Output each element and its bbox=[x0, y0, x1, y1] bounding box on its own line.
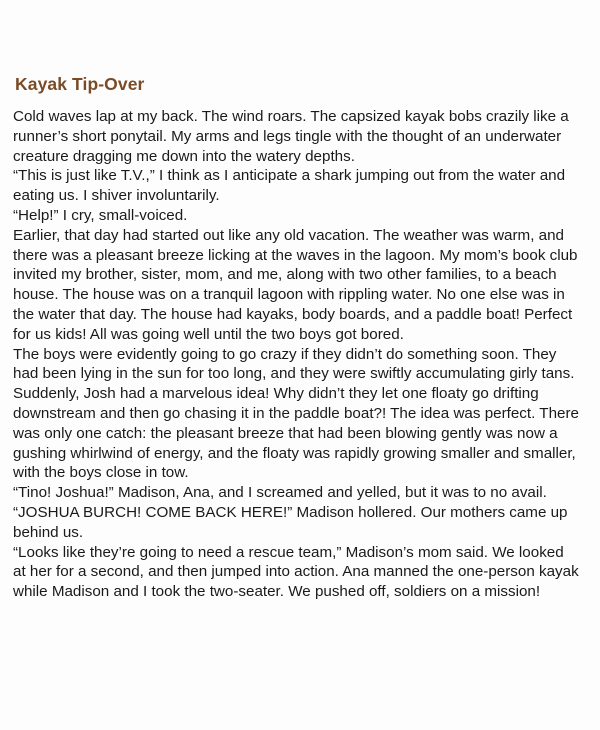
paragraph: Cold waves lap at my back. The wind roars. The capsized kayak bobs crazily like a runner’s short ponytail. My arms and legs tingle with the thought of an underwater creature dragging me down into the watery depths. bbox=[13, 108, 569, 165]
paragraph: “JOSHUA BURCH! COME BACK HERE!” Madison hollered. Our mothers came up behind us. bbox=[13, 503, 568, 541]
paragraph: “Help!” I cry, small-voiced. bbox=[13, 206, 188, 224]
paragraph: “Tino! Joshua!” Madison, Ana, and I screamed and yelled, but it was to no avail. bbox=[13, 484, 547, 502]
paragraph: “This is just like T.V.,” I think as I anticipate a shark jumping out from the water and eating us. I shiver involuntarily. bbox=[13, 167, 566, 205]
document-title: Kayak Tip-Over bbox=[15, 74, 145, 94]
paragraph: The boys were evidently going to go crazy if they didn’t do something soon. They had been lying in the sun for too long, and they were swiftly accumulating girly tans. Suddenly, Josh had a marvelous idea! Why didn’t they let one floaty go drifting downstream and then go chasing it in the paddle boat?! The idea was perfect. There was only one catch: the pleasant breeze that had been blowing gently was now a gushing whirlwind of energy, and the floaty was rapidly growing smaller and smaller, with the boys close in tow. bbox=[13, 345, 579, 482]
paragraph: Earlier, that day had started out like any old vacation. The weather was warm, and there was a pleasant breeze licking at the waves in the lagoon. My mom’s book club invited my brother, sister, mom, and me, along with two other families, to a beach house. The house was on a tranquil lagoon with rippling water. No one else was in the water that day. The house had kayaks, body boards, and a paddle boat! Perfect for us kids! All was going well until the two boys got bored. bbox=[13, 226, 578, 343]
paragraph: “Looks like they’re going to need a rescue team,” Madison’s mom said. We looked at her for a second, and then jumped into action. Ana manned the one-person kayak while Madison and I took the two-seater. We pushed off, soldiers on a mission! bbox=[13, 543, 579, 601]
story-body bbox=[13, 107, 580, 602]
